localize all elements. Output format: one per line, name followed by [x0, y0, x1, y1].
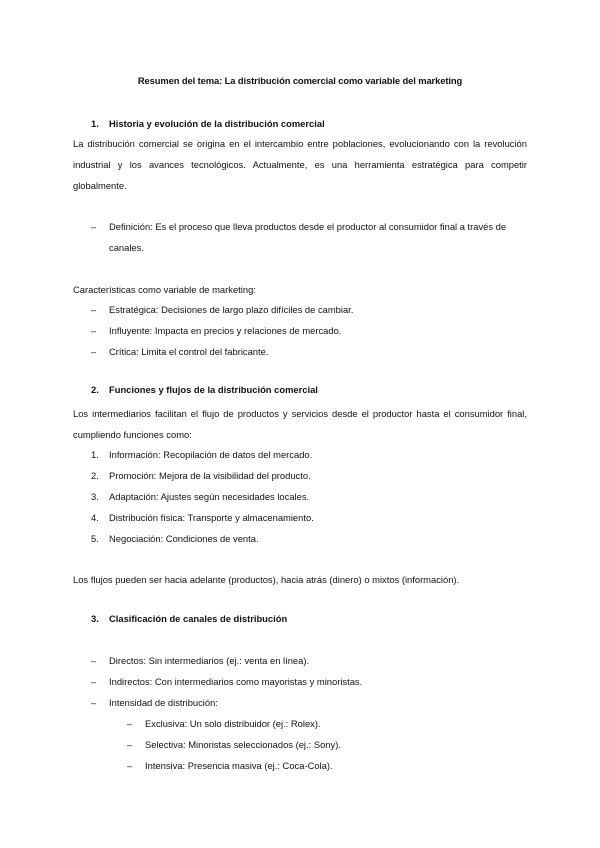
- list-number: 5.: [91, 533, 99, 544]
- section-1-heading: [91, 118, 325, 129]
- list-item-text: Directos: Sin intermediarios (ej.: venta en línea).: [109, 655, 310, 666]
- list-item-text: Intensidad de distribución:: [109, 697, 218, 708]
- dash-bullet: –: [91, 346, 97, 357]
- list-item: [91, 341, 527, 362]
- document-title: Resumen del tema: La distribución comercial como variable del marketing: [137, 75, 463, 86]
- list-item-text: Promoción: Mejora de la visibilidad del producto.: [109, 470, 311, 481]
- dash-bullet: –: [91, 655, 97, 666]
- dash-bullet: –: [127, 760, 133, 771]
- section-1-paragraph: La distribución comercial se origina en el intercambio entre poblaciones, evolucionando con la revolución industrial y los avances tecnológicos. Actualmente, es una herramienta estratégica para competir globalmente.: [73, 138, 527, 191]
- sub-list-item: [127, 755, 333, 776]
- list-item: [91, 671, 527, 692]
- section-title: Funciones y flujos de la distribución comercial: [109, 384, 318, 395]
- list-item: [91, 507, 314, 528]
- sub-list-item-text: Selectiva: Minoristas seleccionados (ej.: Sony).: [145, 739, 341, 750]
- list-item-text: Influyente: Impacta en precios y relaciones de mercado.: [109, 325, 342, 336]
- list-item: [91, 299, 527, 320]
- list-item-text: Adaptación: Ajustes según necesidades locales.: [109, 491, 310, 502]
- dash-bullet: –: [127, 718, 133, 729]
- definition-item: [91, 216, 527, 258]
- list-item: [91, 465, 311, 486]
- list-item: [91, 486, 309, 507]
- dash-bullet: –: [127, 739, 133, 750]
- section-title: Historia y evolución de la distribución comercial: [109, 118, 325, 129]
- section-number: 2.: [91, 384, 99, 395]
- sub-list-item: [127, 713, 321, 734]
- list-item-text: Indirectos: Con intermediarios como mayoristas y minoristas.: [109, 676, 363, 687]
- list-number: 1.: [91, 449, 99, 460]
- dash-bullet: –: [91, 221, 97, 232]
- list-item: [91, 692, 527, 713]
- dash-bullet: –: [91, 697, 97, 708]
- section-2-heading: [91, 384, 318, 395]
- list-item: [91, 650, 527, 671]
- flows-paragraph: Los flujos pueden ser hacia adelante (productos), hacia atrás (dinero) o mixtos (información).: [73, 574, 460, 585]
- list-item: [91, 444, 312, 465]
- list-item: [91, 320, 527, 341]
- list-item-text: Crítica: Limita el control del fabricante.: [109, 346, 269, 357]
- list-item-text: Información: Recopilación de datos del mercado.: [109, 449, 313, 460]
- sub-list-item: [127, 734, 341, 755]
- characteristics-intro: Características como variable de marketing:: [73, 284, 256, 295]
- sub-list-item-text: Exclusiva: Un solo distribuidor (ej.: Rolex).: [145, 718, 321, 729]
- list-item-text: Negociación: Condiciones de venta.: [109, 533, 259, 544]
- section-number: 1.: [91, 118, 99, 129]
- list-number: 4.: [91, 512, 99, 523]
- list-item-text: Distribución física: Transporte y almacenamiento.: [109, 512, 314, 523]
- dash-bullet: –: [91, 676, 97, 687]
- definition-text: Definición: Es el proceso que lleva productos desde el productor al consumidor final a través de canales.: [109, 221, 507, 253]
- list-item: [91, 528, 259, 549]
- section-3-heading: [91, 613, 287, 624]
- section-title: Clasificación de canales de distribución: [109, 613, 288, 624]
- list-number: 2.: [91, 470, 99, 481]
- section-2-paragraph: Los intermediarios facilitan el flujo de productos y servicios desde el productor hasta el consumidor final, cumpliendo funciones como:: [73, 408, 527, 440]
- section-number: 3.: [91, 613, 99, 624]
- list-item-text: Estratégica: Decisiones de largo plazo difíciles de cambiar.: [109, 304, 354, 315]
- dash-bullet: –: [91, 325, 97, 336]
- list-number: 3.: [91, 491, 99, 502]
- sub-list-item-text: Intensiva: Presencia masiva (ej.: Coca-Cola).: [145, 760, 333, 771]
- dash-bullet: –: [91, 304, 97, 315]
